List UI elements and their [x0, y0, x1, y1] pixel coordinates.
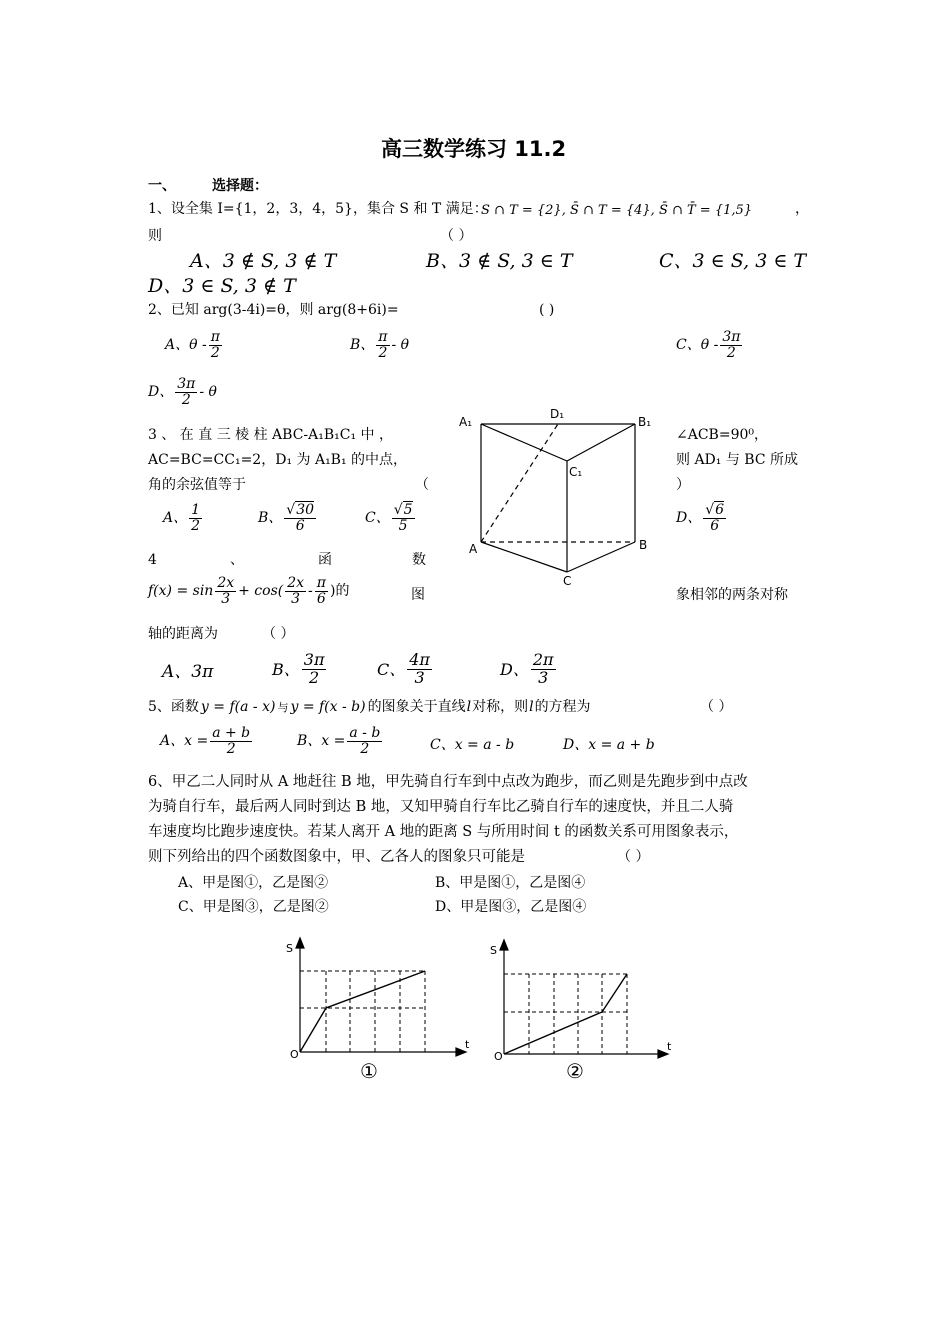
q3-paren-right: ）: [676, 477, 690, 493]
q5-answer-paren: （ ）: [700, 699, 733, 715]
q4-option-c: C、 $\frac{4\pi}{3}$: [377, 650, 430, 687]
q1-option-d: D、3 ∈ S, 3 ∉ T: [148, 275, 296, 297]
graph-1-caption: ①: [360, 1059, 378, 1083]
section-label: 选择题：: [212, 178, 268, 194]
q3-line1: 3 、 在 直 三 棱 柱 ABC-A₁B₁C₁ 中 ，: [148, 427, 394, 443]
q2-option-c: C、θ - $\frac{3\pi}{2}$: [676, 329, 741, 361]
q2-stem: 2、已知 arg(3-4i)=θ，则 arg(8+6i)=: [148, 302, 399, 318]
q1-condition-tail: ，: [795, 201, 809, 217]
q3-option-b: B、 $\frac{√30}{6}$: [258, 502, 315, 534]
q4-line2-right: 象相邻的两条对称: [676, 587, 788, 603]
q1-condition: S ∩ T = {2}, S̄ ∩ T = {4}, S̄ ∩ T̄ = {1,5}: [481, 203, 753, 218]
graph-1-o-label: O: [290, 1048, 299, 1061]
edge-c1b1: [567, 424, 635, 461]
edge-a1c1: [481, 424, 567, 461]
label-c: C: [563, 574, 572, 588]
graph-2: [482, 932, 682, 1092]
graph-1-t-label: t: [465, 1038, 470, 1051]
segment-ad1-hidden: [481, 424, 558, 542]
q4-number: 4: [148, 552, 157, 568]
q1-stem: 1、设全集 I={1，2，3，4，5}，集合 S 和 T 满足：: [148, 201, 488, 217]
graph-1-s-label: S: [286, 942, 293, 955]
label-b: B: [639, 538, 648, 552]
s-axis-arrow: [500, 940, 508, 950]
q4-word-shu: 数: [412, 552, 426, 568]
q6-option-b: B、甲是图①，乙是图④: [435, 875, 586, 891]
q1-option-b: B、3 ∉ S, 3 ∈ T: [426, 250, 573, 272]
q3-line2-right: 则 AD₁ 与 BC 所成: [676, 452, 799, 468]
q5-stem: 5、函数 y = f(a - x) 与 y = f(x - b) 的图象关于直线 l 对称，则 l 的方程为: [148, 699, 591, 715]
graph-1: [280, 932, 480, 1092]
q1-option-c: C、3 ∈ S, 3 ∈ T: [659, 250, 807, 272]
label-a: A: [469, 542, 478, 556]
q4-option-d: D、 $\frac{2\pi}{3}$: [500, 650, 554, 687]
q2-option-b: B、 $\frac{\pi}{2}$ - θ: [350, 329, 410, 361]
q3-option-d: D、 $\frac{√6}{6}$: [676, 502, 725, 534]
graph-2-caption: ②: [566, 1059, 584, 1083]
q6-answer-paren: （ ）: [617, 849, 650, 865]
label-a1: A₁: [459, 415, 473, 429]
graph-1-curve: [300, 971, 425, 1052]
q2-option-a: A、θ - $\frac{\pi}{2}$: [165, 329, 220, 361]
q5-option-d: D、x = a + b: [563, 737, 655, 753]
q6-option-a: A、甲是图①，乙是图②: [178, 875, 329, 891]
graph-2-curve: [504, 974, 627, 1054]
q3-option-c: C、 $\frac{√5}{5}$: [365, 502, 413, 534]
q4-separator: 、: [230, 552, 244, 568]
edge-bc: [567, 542, 635, 572]
q4-option-b: B、 $\frac{3\pi}{2}$: [272, 650, 325, 687]
q3-line2: AC=BC=CC₁=2，D₁ 为 A₁B₁ 的中点，: [148, 452, 408, 468]
q3-paren-left: （: [415, 477, 429, 493]
q1-answer-paren: （ ）: [440, 228, 473, 244]
q2-option-d: D、 $\frac{3\pi}{2}$ - θ: [148, 376, 217, 408]
label-b1: B₁: [638, 415, 652, 429]
graph-2-t-label: t: [667, 1040, 672, 1053]
q5-option-a: A、x = $\frac{a + b}{2}$: [160, 725, 251, 757]
q4-line3: 轴的距离为: [148, 626, 218, 642]
q4-word-han: 函: [318, 552, 332, 568]
page-title: 高三数学练习 11.2: [381, 137, 567, 161]
q6-option-d: D、甲是图③，乙是图④: [435, 899, 587, 915]
q3-option-a: A、 $\frac{1}{2}$: [163, 502, 201, 534]
edge-ac: [481, 542, 567, 572]
section-number: 一、: [148, 178, 176, 194]
s-axis-arrow: [296, 938, 304, 948]
prism-figure: [455, 402, 665, 592]
graph-2-o-label: O: [494, 1050, 503, 1063]
q6-line2: 为骑自行车，最后两人同时到达 B 地，又知甲骑自行车比乙骑自行车的速度快，并且二人骑: [148, 799, 734, 815]
q2-answer-paren: ( ): [539, 302, 555, 318]
q4-option-a: A、3π: [162, 662, 214, 682]
q6-line1: 6、甲乙二人同时从 A 地赶往 B 地，甲先骑自行车到中点改为跑步，而乙则是先跑步到中点改: [148, 774, 748, 790]
q1-option-a: A、3 ∉ S, 3 ∉ T: [190, 250, 337, 272]
q6-line3: 车速度均比跑步速度快。若某人离开 A 地的距离 S 与所用时间 t 的函数关系可用图象表示，: [148, 824, 739, 840]
label-c1: C₁: [569, 465, 583, 479]
label-d1: D₁: [550, 407, 565, 421]
graph-2-s-label: S: [490, 944, 497, 957]
q6-line4: 则下列给出的四个函数图象中，甲、乙各人的图象只可能是: [148, 849, 525, 865]
q4-word-tu: 图: [411, 587, 425, 603]
q3-line3: 角的余弦值等于: [148, 477, 246, 493]
q4-function: f(x) = sin $\frac{2x}{3}$ + cos( $\frac{2x}{3}$ - $\frac{\pi}{6}$ )的: [148, 575, 350, 607]
q3-line1-right: ∠ACB=90⁰，: [676, 427, 768, 443]
q1-then: 则: [148, 228, 162, 244]
q6-option-c: C、甲是图③，乙是图②: [178, 899, 329, 915]
q4-answer-paren: （ ）: [262, 626, 295, 642]
q5-option-c: C、x = a - b: [430, 737, 515, 753]
q5-option-b: B、x = $\frac{a - b}{2}$: [297, 725, 381, 757]
